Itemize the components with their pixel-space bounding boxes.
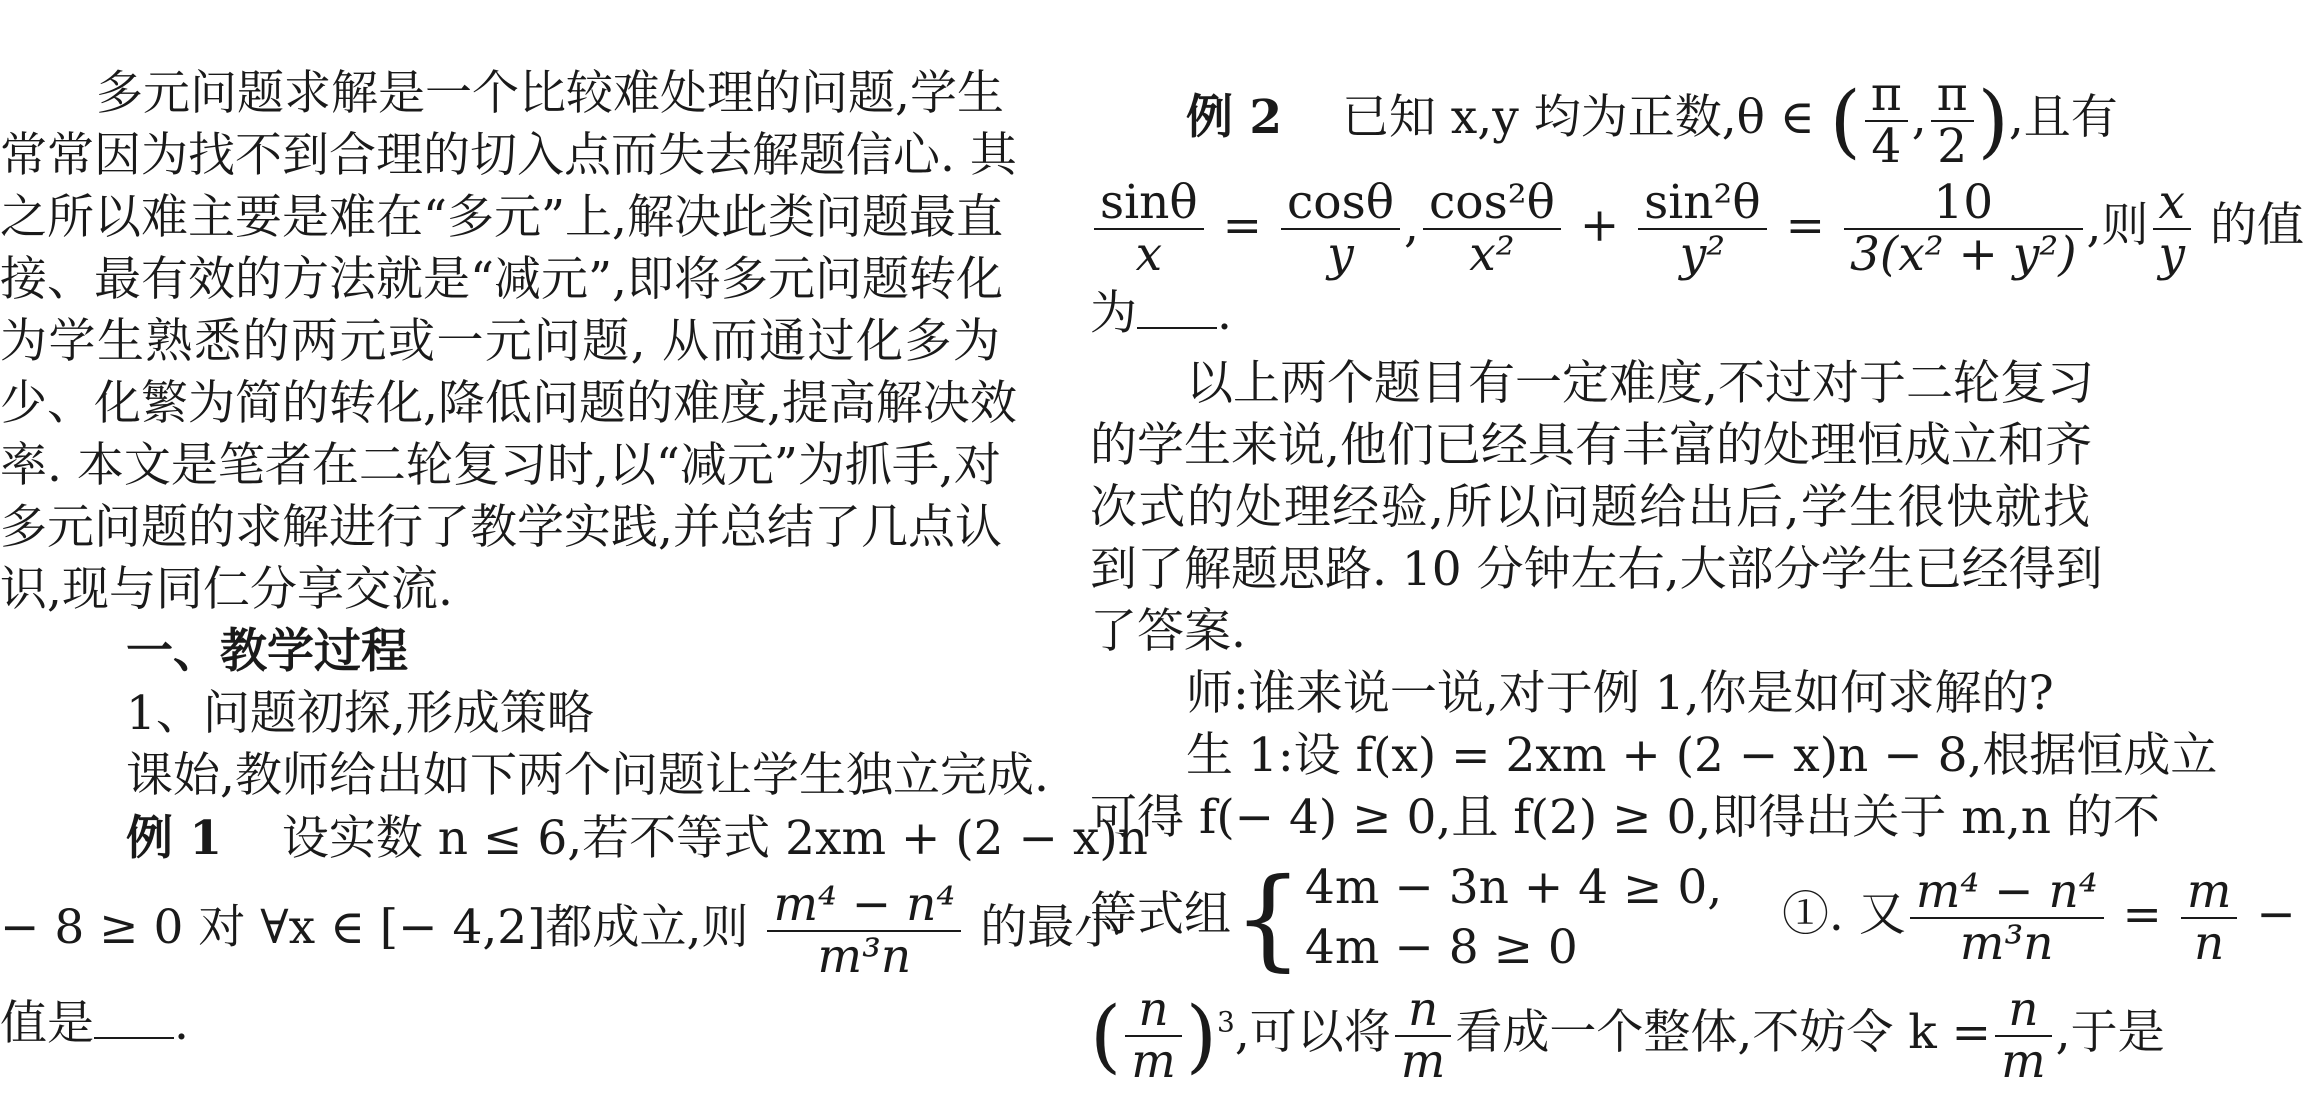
paragraph-line: 之所以难主要是难在“多元”上,解决此类问题最直 bbox=[0, 190, 1003, 245]
paragraph-line: 了答案. bbox=[1090, 604, 1246, 659]
section-heading: 一、教学过程 bbox=[126, 624, 408, 679]
answer-blank[interactable] bbox=[94, 997, 174, 1039]
substitution-line: ( $\frac{n}{m}$ )$^3$,可以将 $\frac{n}{m}$ 看成一个整体,不妨令 k = $\frac{n}{m}$ ,于是 bbox=[1090, 982, 2165, 1089]
answer-prefix: 值是 bbox=[0, 996, 94, 1051]
paragraph-line: 次式的处理经验,所以问题给出后,学生很快就找 bbox=[1090, 480, 2090, 535]
example-1-answer-line bbox=[0, 995, 189, 1053]
paragraph-line: 多元问题求解是一个比较难处理的问题,学生 bbox=[96, 66, 1004, 121]
paragraph-line: 识,现与同仁分享交流. bbox=[0, 562, 453, 617]
fraction-numerator: m⁴ − n⁴ bbox=[767, 880, 961, 932]
range-fraction-1: $\frac{\pi}{4}$ bbox=[1865, 70, 1908, 172]
example-1-fraction bbox=[767, 877, 961, 984]
example-2-label: 例 2 bbox=[1186, 90, 1283, 145]
paragraph-line: 常常因为找不到合理的切入点而失去解题信心. 其 bbox=[0, 128, 1017, 183]
range-fraction-2: $\frac{\pi}{2}$ bbox=[1931, 70, 1974, 172]
student-line: 生 1:设 f(x) = 2xm + (2 − x)n − 8,根据恒成立 bbox=[1186, 728, 2218, 783]
example-1-line bbox=[126, 810, 1148, 868]
example-1-formula-line bbox=[0, 877, 1122, 984]
paragraph-line: 接、最有效的方法就是“减元”,即将多元问题转化 bbox=[0, 252, 1003, 307]
example-2-answer-line: 为 . bbox=[1090, 286, 1232, 341]
example-1-label: 例 1 bbox=[126, 811, 223, 866]
fraction-denominator: m³n bbox=[817, 929, 912, 984]
inequality-system: 4m − 3n + 4 ≥ 0, 4m − 8 ≥ 0 bbox=[1305, 860, 1723, 975]
paragraph-line: 少、化繁为简的转化,降低问题的难度,提高解决效 bbox=[0, 376, 1017, 431]
paragraph-line: 的学生来说,他们已经具有丰富的处理恒成立和齐 bbox=[1090, 418, 2092, 473]
example-1-text: 的最小 bbox=[980, 900, 1122, 955]
example-2-line: 例 2 已知 x,y 均为正数,θ ∈ ( $\frac{\pi}{4}$ , $\frac{\pi}{2}$ ),且有 bbox=[1186, 67, 2118, 174]
paragraph-line: 多元问题的求解进行了教学实践,并总结了几点认 bbox=[0, 500, 1002, 555]
example-2-text: ,且有 bbox=[2008, 90, 2118, 145]
paragraph-line: 率. 本文是笔者在二轮复习时,以“减元”为抓手,对 bbox=[0, 438, 1001, 493]
inequality-system-line: 等式组{ 4m − 3n + 4 ≥ 0, 4m − 8 ≥ 0 ①. 又 $\frac{\text{m⁴ − n⁴}}{\text{m³n}}$ = $\frac{m}{n}$ − bbox=[1090, 854, 2296, 982]
subsection-heading: 1、问题初探,形成策略 bbox=[126, 686, 594, 741]
example-2-text: 已知 x,y 均为正数,θ ∈ bbox=[1341, 90, 1815, 145]
paragraph-line: 为学生熟悉的两元或一元问题, 从而通过化多为 bbox=[0, 314, 1000, 369]
example-2-equation-line: $\frac{\sin\theta}{x}$ = $\frac{\cos\theta}{y}$ , $\frac{\text{cos²θ}}{\text{x²}}$ + $\frac{\text{sin²θ}}{\text{y²}}$ = $\frac{10}{\text{3(x² + y²)}}$ ,则 $\frac{x}{y}$ 的值 bbox=[1090, 178, 2304, 280]
answer-suffix: . bbox=[174, 996, 189, 1051]
paragraph-line: 以上两个题目有一定难度,不过对于二轮复习 bbox=[1186, 356, 2094, 411]
student-line: 可得 f(− 4) ≥ 0,且 f(2) ≥ 0,即得出关于 m,n 的不 bbox=[1090, 790, 2161, 845]
example-1-text: 设实数 n ≤ 6,若不等式 2xm + (2 − x)n bbox=[281, 811, 1148, 866]
intro-line: 课始,教师给出如下两个问题让学生独立完成. bbox=[126, 748, 1049, 803]
teacher-line: 师:谁来说一说,对于例 1,你是如何求解的? bbox=[1186, 666, 2054, 721]
paragraph-line: 到了解题思路. 10 分钟左右,大部分学生已经得到 bbox=[1090, 542, 2103, 597]
example-1-text: − 8 ≥ 0 对 ∀x ∈ [− 4,2]都成立,则 bbox=[0, 900, 749, 955]
answer-blank[interactable] bbox=[1137, 287, 1217, 329]
